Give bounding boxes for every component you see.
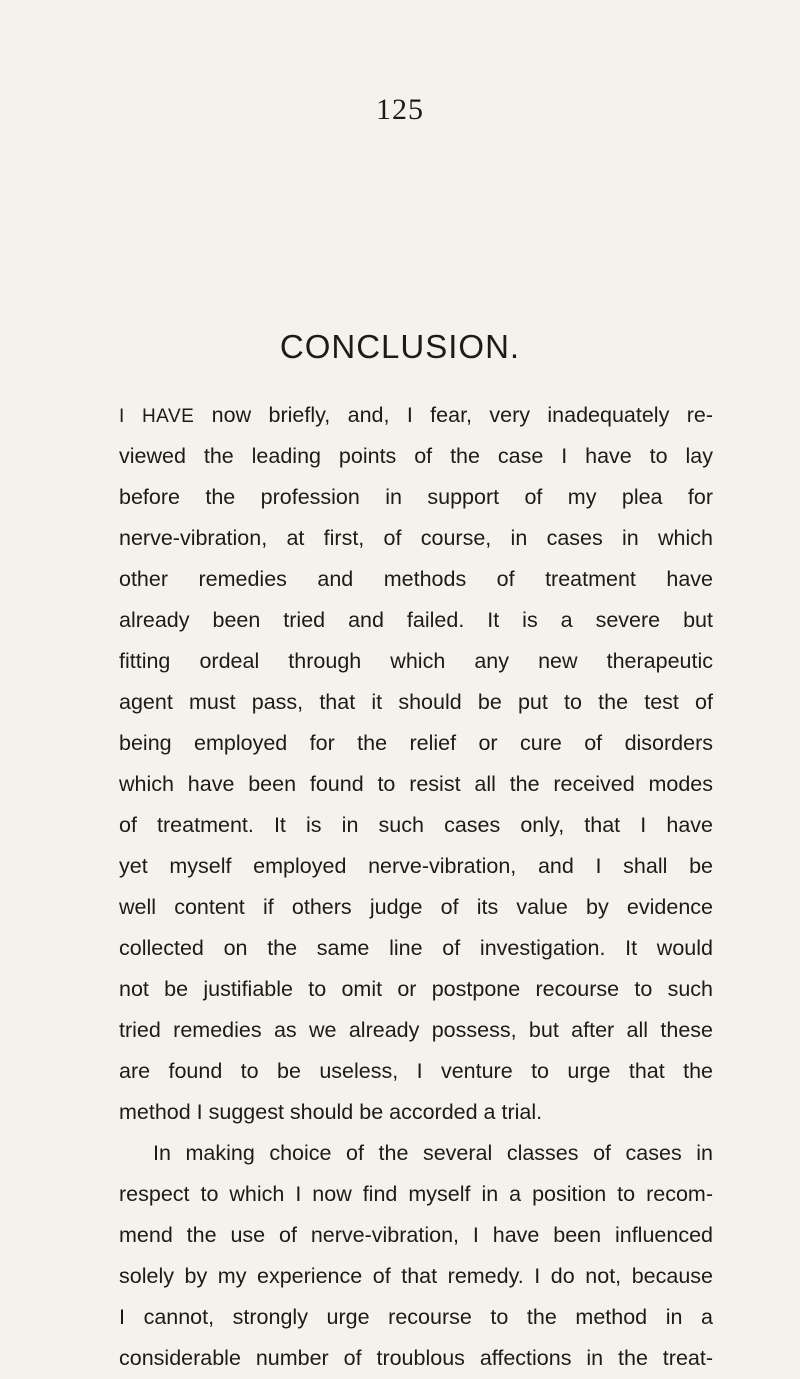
text-line <box>119 395 713 436</box>
first-line-rest: now briefly, and, I fear, very inadequately re- <box>194 403 713 427</box>
page-number: 125 <box>376 93 424 126</box>
text-line: solely by my experience of that remedy. I do not, because <box>119 1264 713 1288</box>
text-line: before the profession in support of my plea for <box>119 485 713 509</box>
text-line: other remedies and methods of treatment have <box>119 567 713 591</box>
text-line: viewed the leading points of the case I have to lay <box>119 444 713 468</box>
drop-cap-lead-in: I HAVE <box>119 406 195 427</box>
text-line: tried remedies as we already possess, but after all these <box>119 1018 713 1042</box>
body-text <box>119 395 713 1379</box>
text-line: of treatment. It is in such cases only, that I have <box>119 813 713 837</box>
text-line: collected on the same line of investigation. It would <box>119 936 713 960</box>
text-line: fitting ordeal through which any new therapeutic <box>119 649 713 673</box>
text-line: agent must pass, that it should be put to the test of <box>119 690 713 714</box>
text-line: nerve-vibration, at first, of course, in cases in which <box>119 526 713 550</box>
text-line: not be justifiable to omit or postpone recourse to such <box>119 977 713 1001</box>
text-line: already been tried and failed. It is a severe but <box>119 608 713 632</box>
paragraph-2 <box>119 1133 713 1379</box>
paragraph-1 <box>119 395 713 1133</box>
text-line: well content if others judge of its value by evidence <box>119 895 713 919</box>
text-line: method I suggest should be accorded a trial. <box>119 1100 543 1124</box>
text-line: I cannot, strongly urge recourse to the method in a <box>119 1305 713 1329</box>
text-line: respect to which I now find myself in a position to recom- <box>119 1182 713 1206</box>
chapter-title: CONCLUSION. <box>279 328 521 365</box>
text-line: being employed for the relief or cure of disorders <box>119 731 713 755</box>
text-line: which have been found to resist all the received modes <box>119 772 713 796</box>
text-line: yet myself employed nerve-vibration, and I shall be <box>119 854 713 878</box>
text-line: considerable number of troublous affections in the treat- <box>119 1346 713 1370</box>
text-line: mend the use of nerve-vibration, I have been influenced <box>119 1223 713 1247</box>
text-line: are found to be useless, I venture to urge that the <box>119 1059 713 1083</box>
text-line: In making choice of the several classes of cases in <box>153 1141 713 1165</box>
